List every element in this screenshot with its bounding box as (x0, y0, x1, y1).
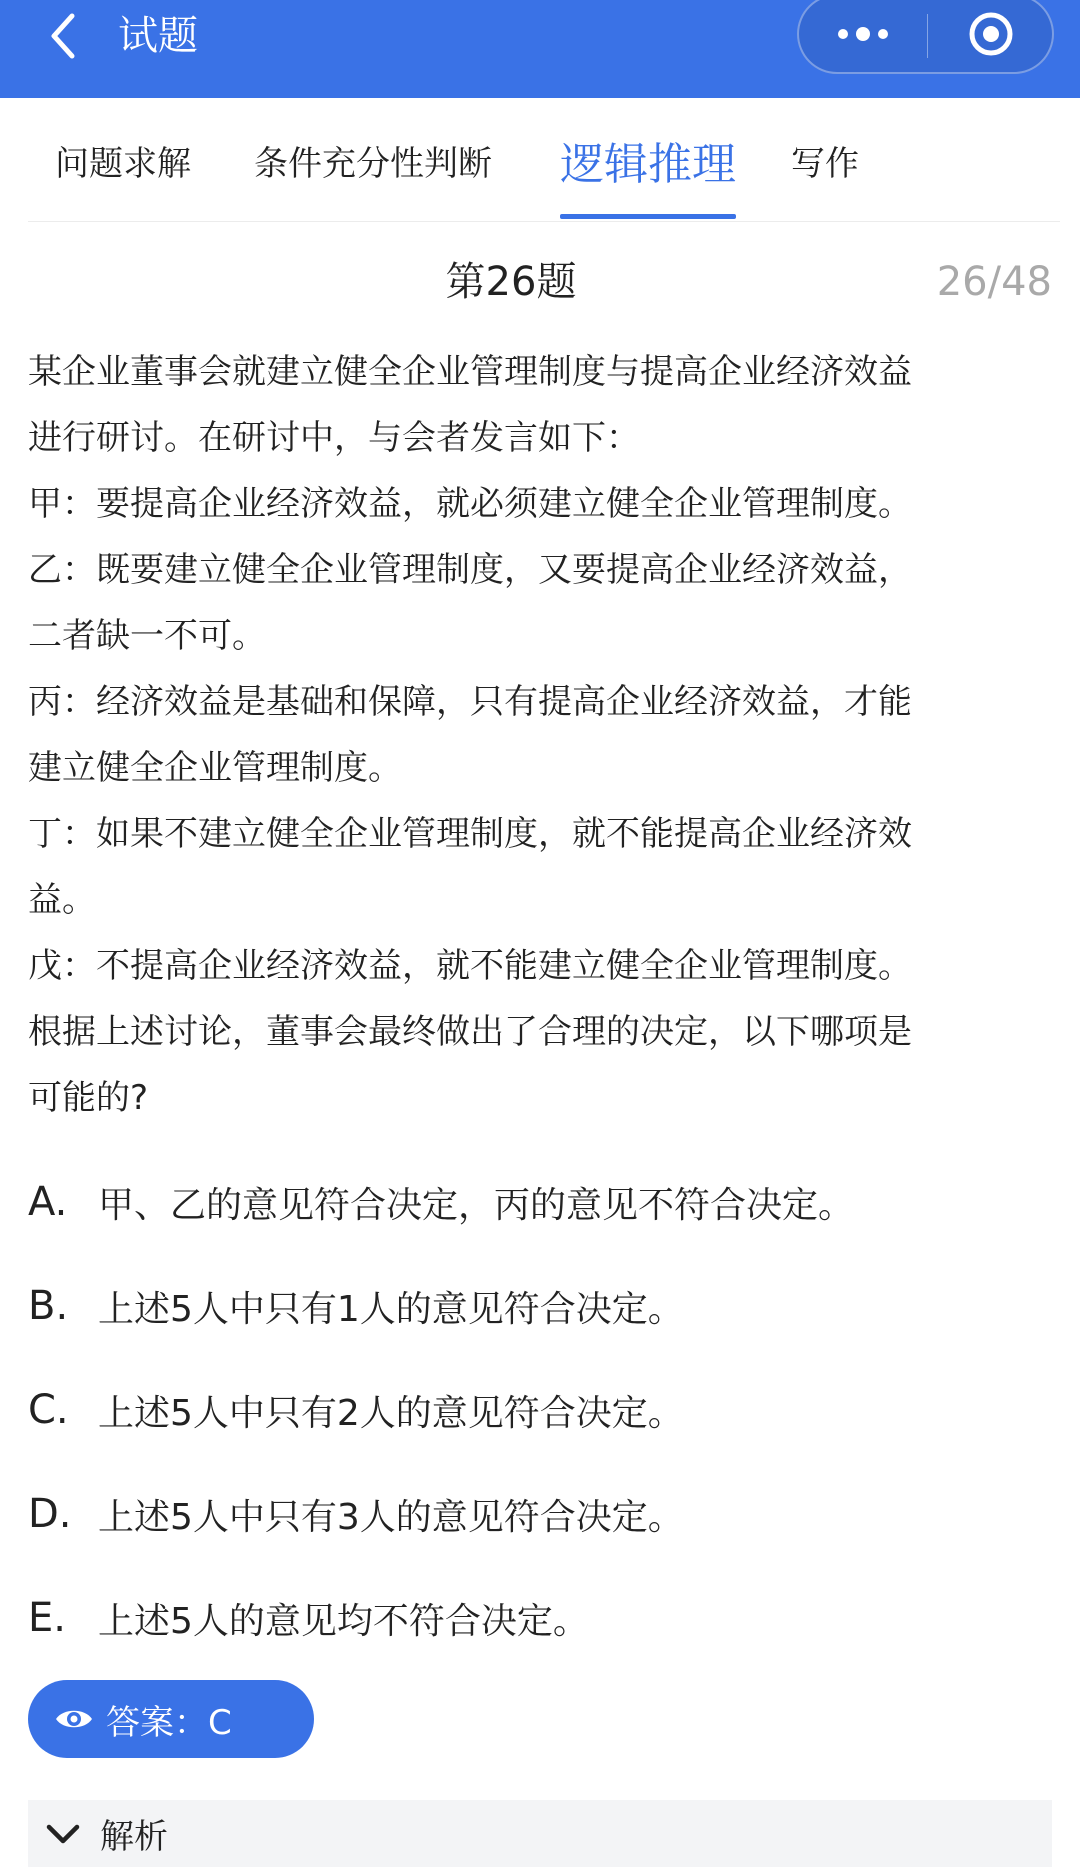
option-d[interactable] (28, 1462, 1060, 1566)
question-line: 益。 (28, 880, 96, 920)
analysis-toggle[interactable] (28, 1800, 1052, 1867)
tab-writing[interactable]: 写作 (791, 143, 859, 184)
question-line: 丁：如果不建立健全企业管理制度，就不能提高企业经济效 (28, 814, 912, 854)
option-text: 上述5人中只有3人的意见符合决定。 (98, 1496, 684, 1538)
question-line: 乙：既要建立健全企业管理制度，又要提高企业经济效益， (28, 550, 912, 590)
question-line: 二者缺一不可。 (28, 616, 266, 656)
question-line: 某企业董事会就建立健全企业管理制度与提高企业经济效益 (28, 352, 912, 392)
analysis-label: 解析 (100, 1817, 168, 1857)
answer-label: 答案：C (106, 1702, 232, 1743)
option-a[interactable] (28, 1150, 1060, 1254)
target-circle-icon (967, 10, 1015, 58)
question-line: 甲：要提高企业经济效益，就必须建立健全企业管理制度。 (28, 484, 912, 524)
category-tabs (0, 98, 1080, 222)
question-line: 戊：不提高企业经济效益，就不能建立健全企业管理制度。 (28, 946, 912, 986)
option-letter: C. (28, 1387, 69, 1433)
option-b[interactable] (28, 1254, 1060, 1358)
active-tab-indicator (560, 214, 736, 219)
close-miniprogram-button[interactable] (928, 0, 1054, 72)
question-line: 丙：经济效益是基础和保障，只有提高企业经济效益，才能 (28, 682, 912, 722)
tabs-divider (28, 221, 1060, 222)
option-text: 上述5人中只有2人的意见符合决定。 (98, 1392, 684, 1434)
show-answer-button[interactable] (28, 1680, 314, 1758)
answer-options (28, 1150, 1060, 1670)
option-letter: D. (28, 1491, 72, 1537)
tab-data-sufficiency[interactable]: 条件充分性判断 (254, 143, 492, 184)
page-title: 试题 (118, 13, 198, 59)
question-counter: 26/48 (936, 259, 1052, 305)
question-line: 根据上述讨论，董事会最终做出了合理的决定，以下哪项是 (28, 1012, 912, 1052)
option-letter: E. (28, 1595, 66, 1641)
chevron-left-icon (48, 12, 78, 60)
option-text: 甲、乙的意见符合决定，丙的意见不符合决定。 (98, 1184, 855, 1226)
more-button[interactable] (799, 0, 926, 72)
option-letter: B. (28, 1283, 69, 1329)
question-line: 建立健全企业管理制度。 (28, 748, 402, 788)
tab-problem-solving[interactable]: 问题求解 (55, 143, 191, 184)
top-bar (0, 0, 1080, 98)
question-body (28, 339, 1060, 1131)
mini-program-capsule (797, 0, 1054, 74)
question-line: 可能的? (28, 1078, 149, 1118)
tab-logical-reasoning[interactable]: 逻辑推理 (560, 139, 736, 190)
back-button[interactable] (28, 0, 98, 72)
option-text: 上述5人的意见均不符合决定。 (98, 1600, 589, 1642)
option-e[interactable] (28, 1566, 1060, 1670)
question-line: 进行研讨。在研讨中，与会者发言如下： (28, 418, 640, 458)
eye-icon (54, 1705, 94, 1733)
chevron-down-icon (46, 1823, 80, 1845)
option-letter: A. (28, 1179, 68, 1225)
more-dots-icon (836, 27, 890, 41)
option-c[interactable] (28, 1358, 1060, 1462)
option-text: 上述5人中只有1人的意见符合决定。 (98, 1288, 684, 1330)
question-title: 第26题 (445, 259, 577, 305)
